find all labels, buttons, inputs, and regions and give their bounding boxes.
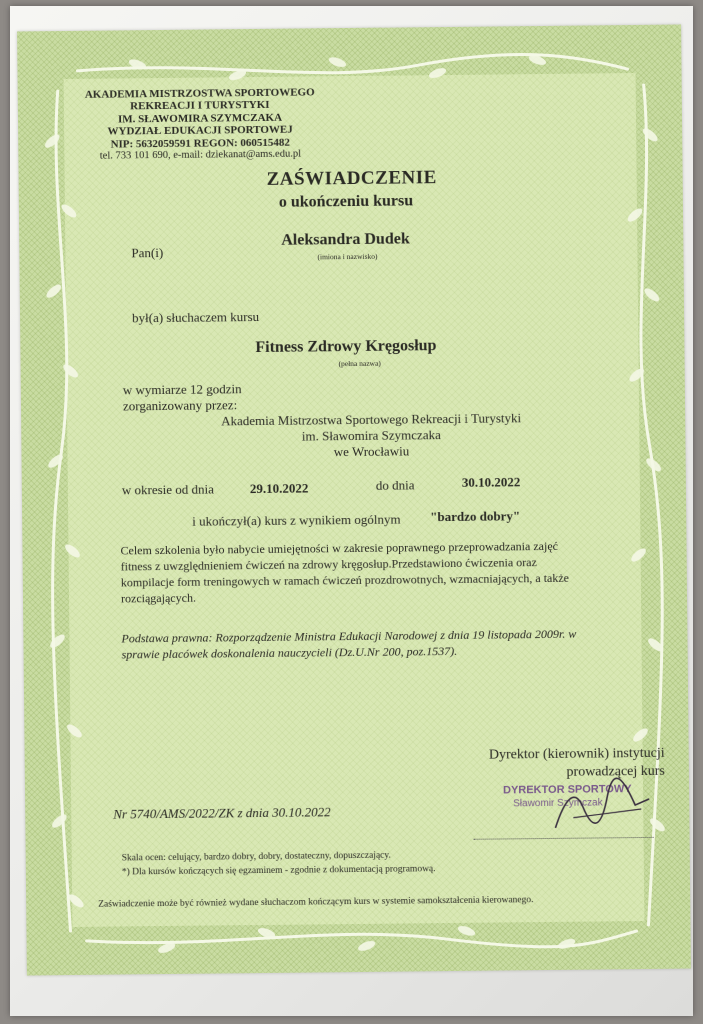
institution-tax-ids: NIP: 5632059591 REGON: 060515482 (110, 136, 290, 151)
period-to-date: 30.10.2022 (461, 474, 521, 490)
footer-note: Zaświadczenie może być również wydane słuchaczom kończącym kurs w systemie samokształcenia kierowanego. (98, 895, 534, 910)
course-hours: w wymiarze 12 godzin (122, 381, 242, 398)
document-title: ZAŚWIADCZENIE (266, 167, 437, 190)
course-name: Fitness Zdrowy Kręgosłup (255, 337, 437, 357)
institution-contact: tel. 733 101 690, e-mail: dziekanat@ams.edu.pl (99, 148, 302, 162)
period-from-label: w okresie od dnia (121, 481, 215, 498)
organized-by-label: zorganizowany przez: (122, 397, 238, 414)
signer-role-line2: prowadzącej kurs (566, 763, 665, 780)
institution-name-cont: REKREACJI I TURYSTYKI (130, 99, 270, 113)
institution-department: WYDZIAŁ EDUKACJI SPORTOWEJ (107, 123, 293, 138)
course-description: Celem szkolenia było nabycie umiejętności w zakresie poprawnego przeprowadzania zajęć fitness z uwzględnieniem ćwiczeń na zdrowy kręgosłup.Przedstawiono ćwiczenia oraz kompilacje form treningowych w ramach ćwiczeń prozdrowotnych, wzmacniających, a także rozciągających. (120, 538, 570, 606)
organizer-name: Akademia Mistrzostwa Sportowego Rekreacji i Turystyki (221, 410, 522, 429)
recipient-name: Aleksandra Dudek (281, 230, 410, 249)
stamp-title: DYREKTOR SPORTOWY (502, 783, 632, 797)
grade-scale: Skala ocen: celujący, bardzo dobry, dobry, dostateczny, dopuszczający. (121, 850, 391, 864)
period-to-label: do dnia (375, 477, 415, 493)
institution-header (80, 86, 321, 163)
stamp-name: Sławomir Szymczak (513, 797, 603, 810)
certificate (17, 25, 691, 976)
recipient-name-hint: (imiona i nazwisko) (317, 251, 378, 262)
organizer-city: we Wrocławiu (333, 443, 410, 460)
signature-scribble (545, 777, 656, 838)
result-label: i ukończył(a) kurs z wynikiem ogólnym (192, 511, 401, 529)
institution-name: AKADEMIA MISTRZOSTWA SPORTOWEGO (84, 86, 315, 101)
recipient-label: Pan(i) (131, 244, 164, 261)
institution-patron: IM. SŁAWOMIRA SZYMCZAKA (117, 111, 283, 126)
certificate-content (17, 25, 691, 976)
organizer-patron: im. Sławomira Szymczaka (301, 427, 441, 444)
signer-role-line1: Dyrektor (kierownik) instytucji (488, 745, 665, 763)
period-from-date: 29.10.2022 (249, 480, 309, 497)
certificate-number: Nr 5740/AMS/2022/ZK z dnia 30.10.2022 (113, 804, 331, 822)
signature-line (474, 837, 654, 840)
result-grade: "bardzo dobry" (430, 508, 521, 525)
exam-note: *) Dla kursów kończących się egzaminem - zgodnie z dokumentacją programową. (121, 864, 436, 878)
attended-label: był(a) słuchaczem kursu (132, 308, 260, 326)
legal-basis: Podstawa prawna: Rozporządzenie Ministra Edukacji Narodowej z dnia 19 listopada 2009r. w sprawie placówek doskonalenia nauczycieli (Dz.U.Nr 200, poz.1537). (121, 626, 577, 662)
document-subtitle: o ukończeniu kursu (278, 192, 414, 211)
course-name-hint: (pełna nazwa) (338, 358, 381, 369)
